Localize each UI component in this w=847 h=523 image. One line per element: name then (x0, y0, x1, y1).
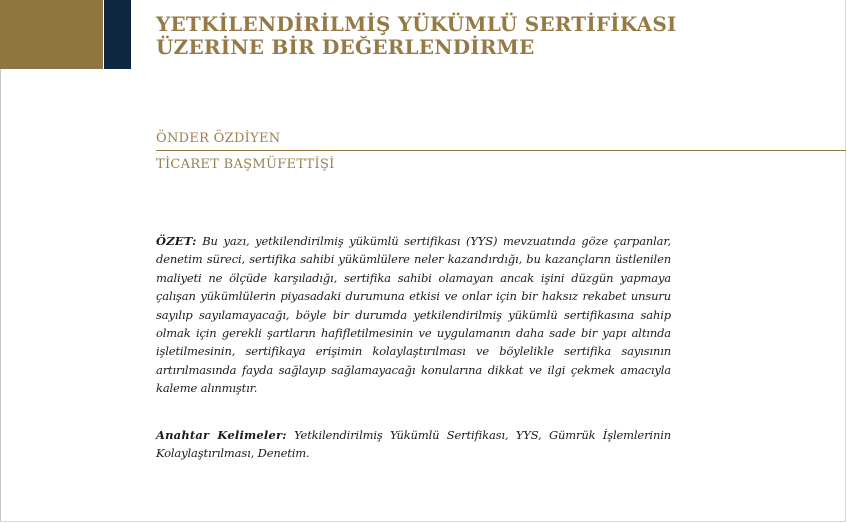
keywords-label: Anahtar Kelimeler: (156, 428, 287, 442)
header-navy-block (104, 0, 131, 69)
abstract-paragraph (156, 232, 671, 398)
article-title-line-2: ÜZERİNE BİR DEĞERLENDİRME (156, 35, 535, 59)
keywords-text: Yetkilendirilmiş Yükümlü Sertifikası, YYS, Gümrük İşlemlerinin Kolaylaştırılması, Denetim. (156, 428, 671, 461)
author-divider (156, 150, 846, 151)
abstract-text: Bu yazı, yetkilendirilmiş yükümlü sertifikası (YYS) mevzuatında göze çarpanlar, denetim süreci, sertifika sahibi yükümlülere neler kazandırdığı, bu kazançların üstlenilen maliyeti ne ölçüde karşıladığı, sertifika sahibi olamayan ancak işini düzgün yapmaya çalışan yükümlülerin piyasadaki durumuna etkisi ve onlar için bir haksız rekabet unsuru sayılıp sayılamayacağı, böyle bir durumda yetkilendirilmiş yükümlü sertifikasına sahip olmak için gerekli şartların hafifletilmesinin ve uygulamanın daha sade bir yapı altında işletilmesinin, sertifikaya erişimin kolaylaştırılması ve böylelikle sertifika sayısının artırılmasında fayda sağlayıp sağlamayacağı konularına dikkat ve ilgi çekmek amacıyla kaleme alınmıştır. (156, 234, 671, 396)
article-title-line-1: YETKİLENDİRİLMİŞ YÜKÜMLÜ SERTİFİKASI (156, 12, 677, 36)
article-title (156, 13, 677, 59)
keywords-paragraph (156, 426, 671, 463)
author-affiliation: TİCARET BAŞMÜFETTİŞİ (156, 157, 335, 172)
header-gold-block (0, 0, 103, 69)
abstract-label: ÖZET: (156, 234, 197, 248)
author-name: ÖNDER ÖZDİYEN (156, 131, 281, 146)
